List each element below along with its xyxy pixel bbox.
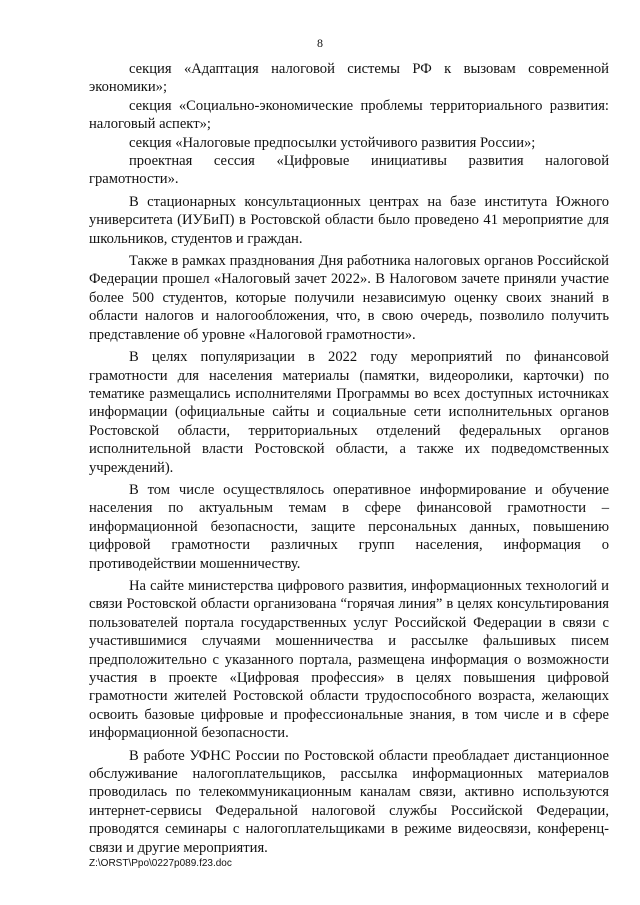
paragraph: секция «Социально-экономические проблемы территориального развития: налоговый аспект»; bbox=[89, 97, 609, 133]
paragraph: секция «Налоговые предпосылки устойчивого развития России»; bbox=[129, 134, 536, 151]
paragraph: В стационарных консультационных центрах на базе института Южного университета (ИУБиП) в Ростовской области было проведено 41 мероприятие для школьников, студентов и граждан. bbox=[89, 193, 609, 247]
paragraph: В целях популяризации в 2022 году мероприятий по финансовой грамотности для населения материалы (памятки, видеоролики, карточки) по тематике размещались исполнителями Программы во всех доступных источниках информации (официальные сайты и социальные сети исполнительных органов Ростовской области, территориальных отделений федеральных органов исполнительной власти Ростовской области, а также их подведомственных учреждений). bbox=[89, 349, 609, 476]
paragraph: В работе УФНС России по Ростовской области преобладает дистанционное обслуживание налогоплательщиков, рассылка информационных материалов проводилась по телекоммуникационным каналам связи, активно используются интернет-сервисы Федеральной налоговой службы Российской Федерации, проводятся семинары с налогоплательщиками в режиме видеосвязи, конференц-связи и другие мероприятия. bbox=[89, 747, 609, 856]
paragraph: На сайте министерства цифрового развития, информационных технологий и связи Ростовской области организована “горячая линия” в целях консультирования пользователей портала государственных услуг Российской Федерации в связи с участившимися случаями мошенничества и рассылке фальшивых писем предположительно с указанного портала, размещена информация о возможности участия в проекте «Цифровая профессия» в целях повышения цифровой грамотности жителей Ростовской области трудоспособного возраста, желающих освоить базовые цифровые и профессиональные знания, в том числе и в сфере информационной безопасности. bbox=[89, 577, 609, 742]
paragraph: проектная сессия «Цифровые инициативы развития налоговой грамотности». bbox=[89, 153, 609, 188]
paragraph: Также в рамках празднования Дня работника налоговых органов Российской Федерации прошел «Налоговый зачет 2022». В Налоговом зачете приняли участие более 500 студентов, которые получили независимую оценку своих знаний в области налогов и налогообложения, что, в свою очередь, позволило получить представление об уровне «Налоговой грамотности». bbox=[89, 253, 609, 343]
page-number: 8 bbox=[317, 36, 323, 50]
file-path-footer: Z:\ORST\Ppo\0227p089.f23.doc bbox=[89, 858, 232, 869]
document-body bbox=[89, 60, 609, 857]
paragraph: В том числе осуществлялось оперативное информирование и обучение населения по актуальным темам в сфере финансовой грамотности – информационной безопасности, защите персональных данных, повышению цифровой грамотности различных групп населения, информация о противодействии мошенничеству. bbox=[89, 481, 609, 572]
paragraph: секция «Адаптация налоговой системы РФ к вызовам современной экономики»; bbox=[89, 61, 609, 96]
